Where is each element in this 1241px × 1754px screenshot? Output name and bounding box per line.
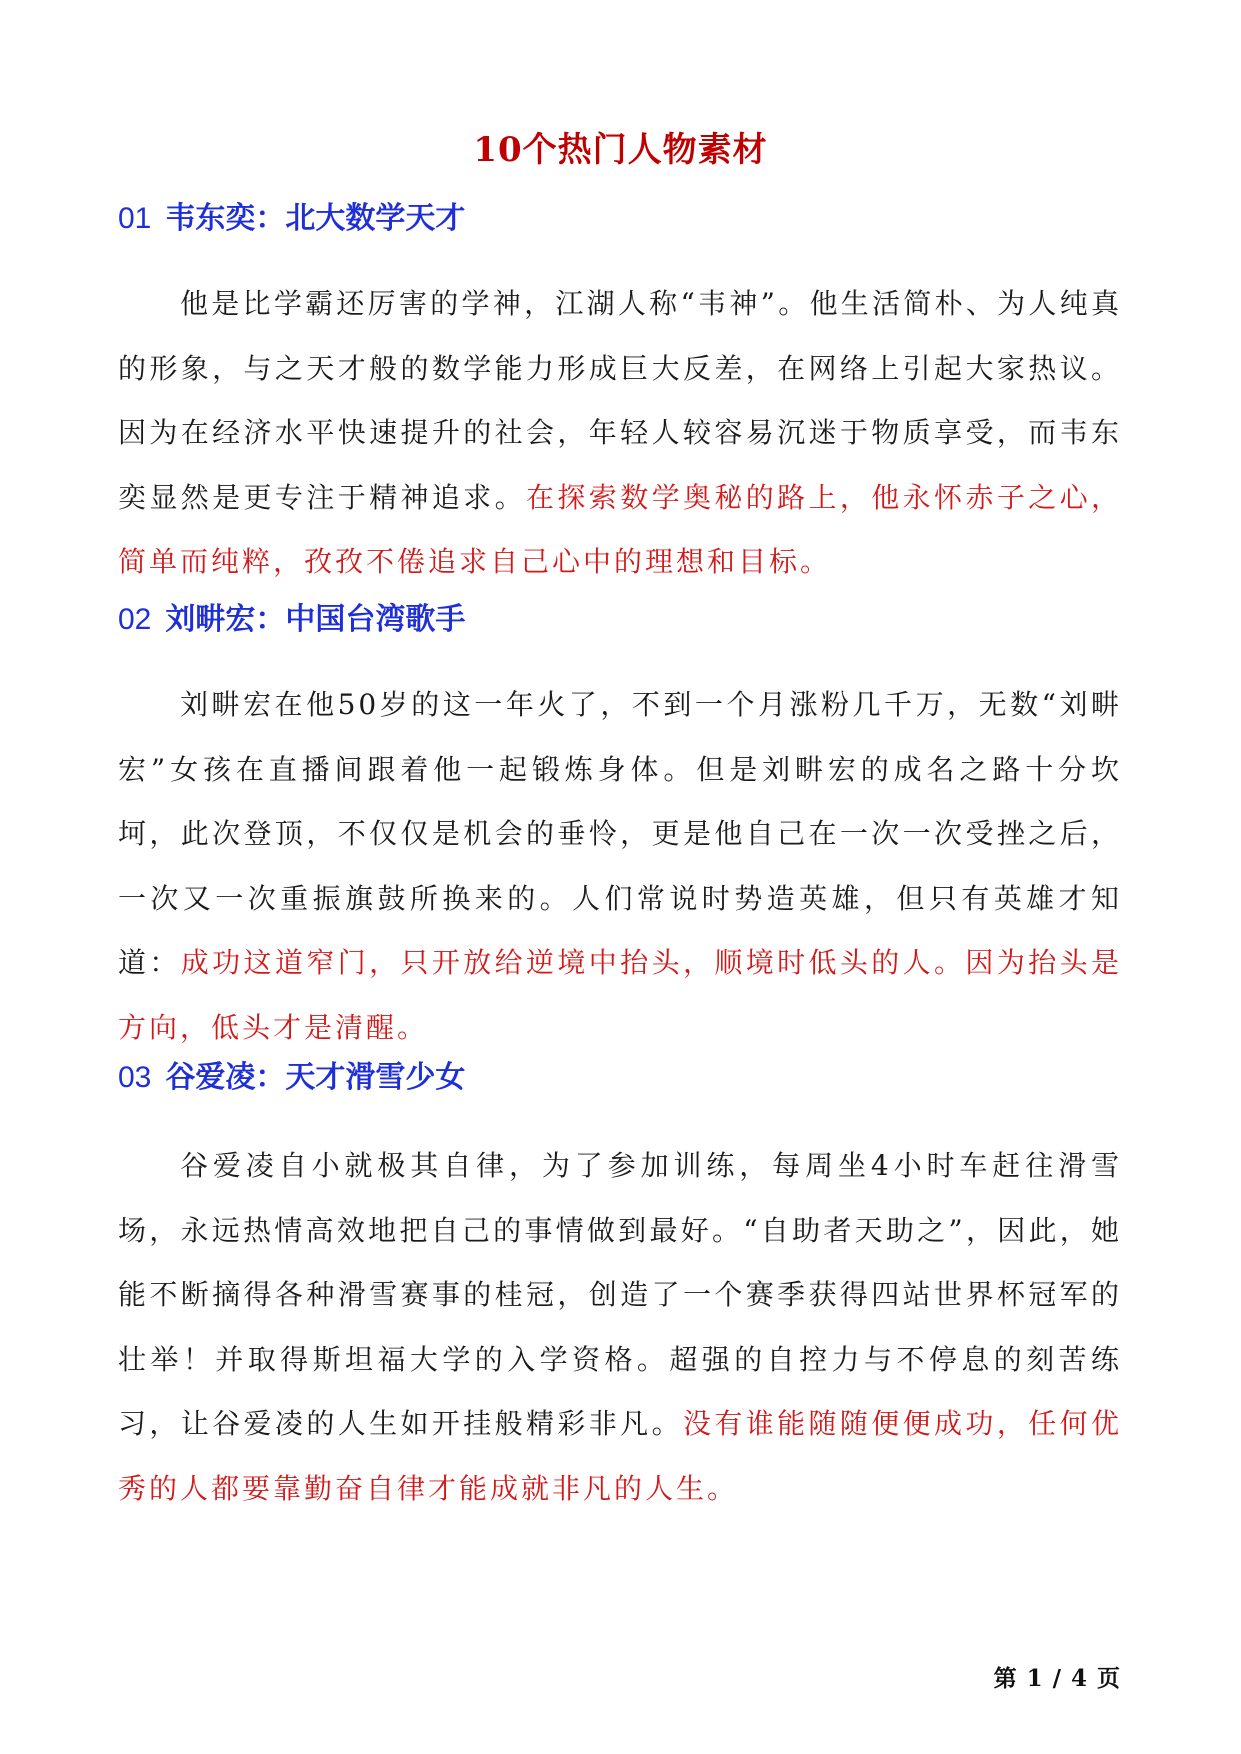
section-title: 韦东奕：北大数学天才	[165, 201, 466, 236]
paragraph-body: 他是比学霸还厉害的学神，江湖人称“韦神”。他生活简朴、为人纯真的形象，与之天才般的数学能力形成巨大反差，在网络上引起大家热议。因为在经济水平快速提升的社会，年轻人较容易沉迷于物质享受，而韦东奕显然是更专注于精神追求。	[118, 287, 1122, 514]
paragraph-highlight: 成功这道窄门，只开放给逆境中抬头，顺境时低头的人。因为抬头是方向，低头才是清醒。	[118, 946, 1122, 1044]
section-paragraph-02	[118, 673, 1122, 1060]
paragraph-highlight: 在探索数学奥秘的路上，他永怀赤子之心，简单而纯粹，孜孜不倦追求自己心中的理想和目标。	[118, 480, 1122, 578]
section-number: 03	[118, 1061, 152, 1094]
section-heading-03	[118, 1058, 465, 1098]
section-paragraph-03	[118, 1134, 1122, 1521]
section-paragraph-01	[118, 272, 1122, 595]
page-number: 第 1 / 4 页	[993, 1665, 1121, 1692]
paragraph-body: 谷爱凌自小就极其自律，为了参加训练，每周坐4小时车赶往滑雪场，永远热情高效地把自己的事情做到最好。“自助者天助之”，因此，她能不断摘得各种滑雪赛事的桂冠，创造了一个赛季获得四站世界杯冠军的壮举！并取得斯坦福大学的入学资格。超强的自控力与不停息的刻苦练习，让谷爱凌的人生如开挂般精彩非凡。	[118, 1149, 1122, 1440]
section-heading-01	[118, 199, 465, 239]
section-title: 刘畊宏：中国台湾歌手	[165, 602, 466, 637]
document-title: 10个热门人物素材	[473, 130, 768, 170]
section-number: 02	[118, 603, 152, 636]
section-number: 01	[118, 202, 152, 235]
paragraph-body: 刘畊宏在他50岁的这一年火了，不到一个月涨粉几千万，无数“刘畊宏”女孩在直播间跟着他一起锻炼身体。但是刘畊宏的成名之路十分坎坷，此次登顶，不仅仅是机会的垂怜，更是他自己在一次一次受挫之后，一次又一次重振旗鼓所换来的。人们常说时势造英雄，但只有英雄才知道：	[118, 688, 1122, 979]
section-heading-02	[118, 600, 465, 640]
section-title: 谷爱凌：天才滑雪少女	[165, 1060, 466, 1095]
paragraph-highlight: 没有谁能随随便便成功，任何优秀的人都要靠勤奋自律才能成就非凡的人生。	[118, 1407, 1122, 1505]
